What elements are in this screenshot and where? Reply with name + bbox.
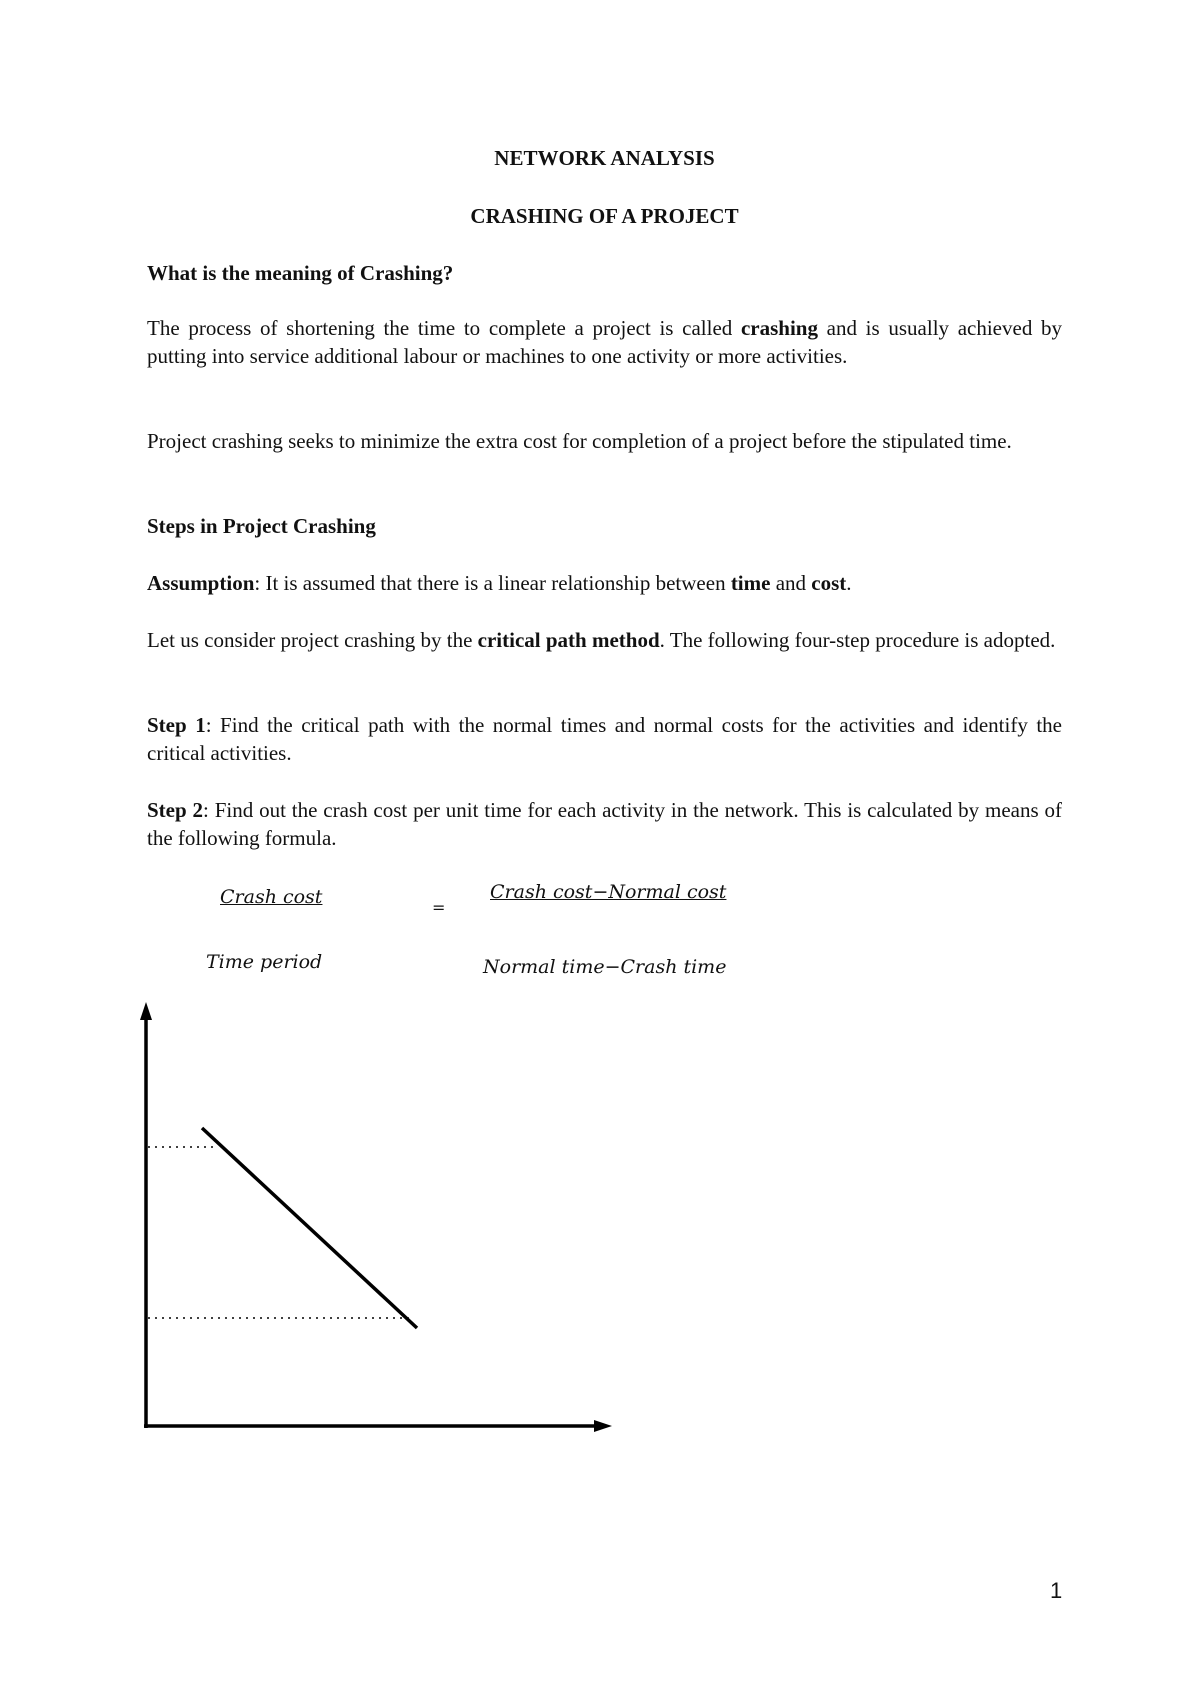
paragraph-purpose: Project crashing seeks to minimize the extra cost for completion of a project before the stipulated time. [147, 429, 1012, 453]
section-heading-meaning: What is the meaning of Crashing? [147, 261, 454, 285]
bold-label-step-1: Step 1 [147, 713, 206, 737]
bold-term-crashing: crashing [740, 316, 818, 340]
formula-equals-sign: = [432, 898, 446, 917]
bold-term-cpm: critical path method [477, 628, 660, 652]
cost-time-slope-line [202, 1128, 417, 1328]
text-span: . [846, 571, 852, 595]
bold-label-step-2: Step 2 [147, 798, 204, 822]
formula-rhs-denominator: Normal time−Crash time [483, 956, 727, 978]
x-axis-arrowhead [594, 1420, 612, 1432]
y-axis-arrowhead [140, 1002, 152, 1020]
formula-lhs-numerator: Crash cost [220, 886, 323, 908]
bold-term-cost: cost [811, 571, 847, 595]
page-number: 1 [1050, 1578, 1063, 1603]
document-title: NETWORK ANALYSIS [494, 146, 715, 170]
bold-label-assumption: Assumption [147, 571, 255, 595]
text-span: and is usually achieved by putting into service additional labour or machines to one activity or more activities. [147, 316, 1063, 368]
text-span: : Find out the crash cost per unit time for each activity in the network. This is calculated by means of the following formula. [147, 798, 1062, 850]
text-span: The process of shortening the time to complete a project is called [147, 316, 741, 340]
text-span: . The following four-step procedure is adopted. [659, 628, 1056, 652]
text-span: and [770, 571, 812, 595]
y-axis [140, 1002, 152, 1428]
document-subtitle: CRASHING OF A PROJECT [470, 204, 739, 228]
text-span: Let us consider project crashing by the [147, 628, 478, 652]
bold-term-time: time [730, 571, 771, 595]
formula-lhs-denominator: Time period [206, 951, 323, 973]
section-heading-steps: Steps in Project Crashing [147, 514, 376, 538]
text-span: : It is assumed that there is a linear relationship between [254, 571, 731, 595]
text-span: : Find the critical path with the normal times and normal costs for the activities and identify the critical activities. [147, 713, 1062, 765]
x-axis [144, 1420, 612, 1432]
formula-rhs-numerator: Crash cost−Normal cost [490, 881, 727, 903]
